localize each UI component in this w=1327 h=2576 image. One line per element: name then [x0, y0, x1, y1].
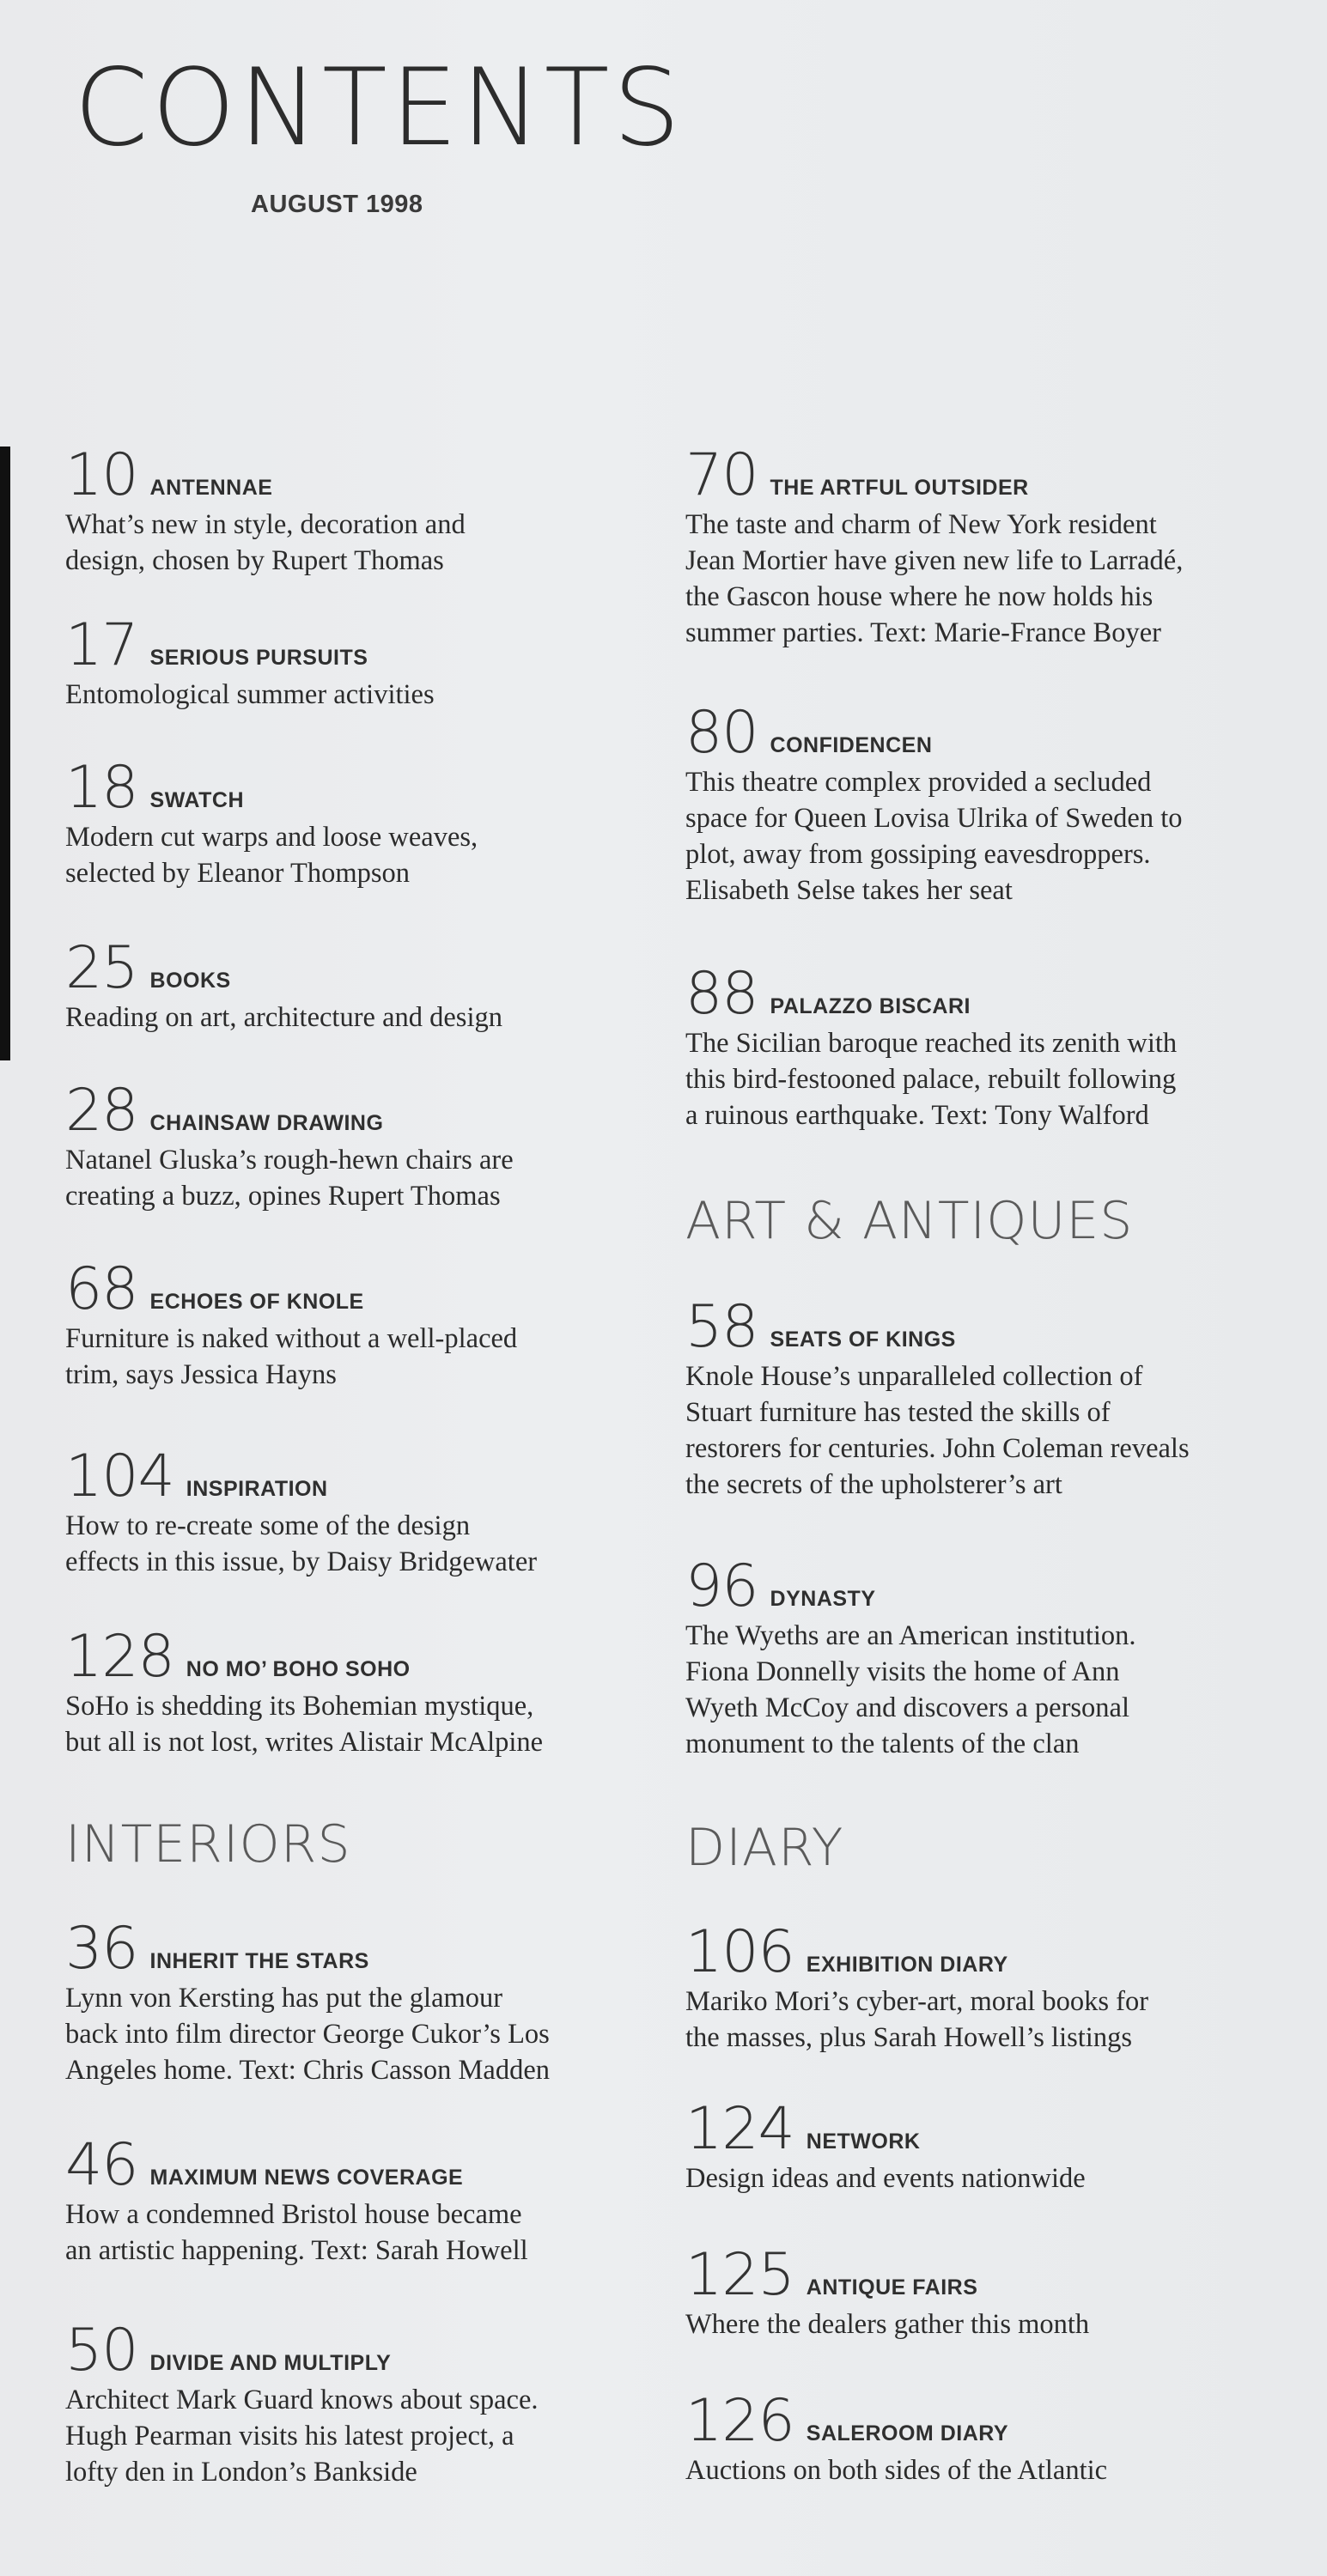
entry-title: SALEROOM DIARY [806, 2421, 1009, 2445]
toc-entry-antennae[interactable] [65, 441, 684, 579]
entry-title: ECHOES OF KNOLE [149, 1290, 364, 1314]
desc-line: The Wyeths are an American institution. [685, 1620, 1136, 1651]
desc-line: Architect Mark Guard knows about space. [65, 2385, 539, 2415]
desc-line: Auctions on both sides of the Atlantic [685, 2455, 1108, 2486]
entry-description [65, 1321, 684, 1393]
entry-title: INSPIRATION [186, 1477, 328, 1501]
desc-line: Fiona Donnelly visits the home of Ann [685, 1656, 1120, 1687]
page-number: 96 [685, 1552, 758, 1620]
entry-description [65, 1688, 684, 1760]
desc-line: The Sicilian baroque reached its zenith with [685, 1028, 1178, 1059]
desc-line: the masses, plus Sarah Howell’s listings [685, 2022, 1132, 2053]
desc-line: Knole House’s unparalleled collection of [685, 1361, 1143, 1392]
toc-entry-chainsaw-drawing[interactable] [65, 1077, 684, 1214]
page-number: 126 [685, 2387, 794, 2455]
desc-line: but all is not lost, writes Alistair McAlpine [65, 1727, 544, 1758]
page-number: 25 [65, 934, 138, 1002]
page-number: 58 [685, 1293, 758, 1361]
toc-entry-divide-and-multiply[interactable] [65, 2317, 684, 2490]
desc-line: The taste and charm of New York resident [685, 509, 1157, 540]
entry-title: DIVIDE AND MULTIPLY [149, 2351, 392, 2375]
desc-line: Reading on art, architecture and design [65, 1002, 502, 1033]
desc-line: Hugh Pearman visits his latest project, a [65, 2421, 514, 2451]
desc-line: the secrets of the upholsterer’s art [685, 1469, 1062, 1500]
page-number: 125 [685, 2241, 794, 2309]
desc-line: plot, away from gossiping eavesdroppers. [685, 839, 1151, 870]
entry-title: THE ARTFUL OUTSIDER [770, 476, 1029, 500]
desc-line: What’s new in style, decoration and [65, 509, 466, 540]
page-number: 104 [65, 1443, 174, 1510]
desc-line: Furniture is naked without a well-placed [65, 1323, 518, 1354]
toc-entry-confidencen[interactable] [685, 699, 1304, 908]
toc-entry-seats-of-kings[interactable] [685, 1293, 1304, 1503]
toc-entry-swatch[interactable] [65, 754, 684, 891]
desc-line: back into film director George Cukor’s Los [65, 2019, 550, 2050]
entry-title: EXHIBITION DIARY [806, 1953, 1008, 1977]
desc-line: Jean Mortier have given new life to Larradé, [685, 545, 1184, 576]
entry-description [685, 1025, 1304, 1133]
toc-entry-dynasty[interactable] [685, 1552, 1304, 1762]
entry-title: CHAINSAW DRAWING [149, 1111, 384, 1135]
entry-description [65, 819, 684, 891]
desc-line: a ruinous earthquake. Text: Tony Walford [685, 1100, 1149, 1131]
page-number: 68 [65, 1255, 138, 1323]
desc-line: Wyeth McCoy and discovers a personal [685, 1692, 1130, 1723]
desc-line: Stuart furniture has tested the skills of [685, 1397, 1111, 1428]
page-number: 88 [685, 960, 758, 1028]
desc-line: trim, says Jessica Hayns [65, 1359, 337, 1390]
desc-line: Mariko Mori’s cyber-art, moral books for [685, 1986, 1149, 2017]
desc-line: Natanel Gluska’s rough-hewn chairs are [65, 1145, 514, 1176]
desc-line: lofty den in London’s Bankside [65, 2457, 417, 2488]
page-number: 17 [65, 611, 138, 679]
entry-title: BOOKS [149, 969, 231, 993]
entry-title: DYNASTY [770, 1587, 876, 1611]
desc-line: Elisabeth Selse takes her seat [685, 875, 1013, 906]
entry-title: ANTENNAE [149, 476, 273, 500]
toc-entry-maximum-news-coverage[interactable] [65, 2131, 684, 2269]
section-heading-art-antiques: ART & ANTIQUES [685, 1191, 1134, 1251]
toc-entry-network[interactable] [685, 2095, 1304, 2196]
desc-line: How to re-create some of the design [65, 1510, 471, 1541]
spine-edge [0, 447, 10, 1060]
page-number: 124 [685, 2095, 794, 2163]
desc-line: this bird-festooned palace, rebuilt following [685, 1064, 1177, 1095]
entry-title: ANTIQUE FAIRS [806, 2275, 978, 2300]
page-number: 80 [685, 699, 758, 767]
entry-description [65, 1142, 684, 1214]
desc-line: summer parties. Text: Marie-France Boyer [685, 617, 1161, 648]
page-number: 70 [685, 441, 758, 509]
desc-line: This theatre complex provided a secluded [685, 767, 1152, 798]
desc-line: SoHo is shedding its Bohemian mystique, [65, 1691, 534, 1722]
entry-title: NETWORK [806, 2129, 921, 2154]
desc-line: Angeles home. Text: Chris Casson Madden [65, 2055, 551, 2086]
desc-line: Lynn von Kersting has put the glamour [65, 1983, 503, 2014]
issue-date: AUGUST 1998 [251, 191, 423, 218]
page-title: CONTENTS [74, 46, 685, 170]
page-number: 10 [65, 441, 138, 509]
toc-entry-exhibition-diary[interactable] [685, 1918, 1304, 2056]
toc-entry-palazzo-biscari[interactable] [685, 960, 1304, 1133]
toc-entry-serious-pursuits[interactable] [65, 611, 684, 713]
entry-title: NO MO’ BOHO SOHO [186, 1657, 411, 1681]
desc-line: an artistic happening. Text: Sarah Howell [65, 2235, 528, 2266]
entry-description [65, 1980, 684, 2088]
desc-line: effects in this issue, by Daisy Bridgewater [65, 1546, 538, 1577]
desc-line: Design ideas and events nationwide [685, 2163, 1086, 2194]
section-heading-interiors: INTERIORS [65, 1814, 351, 1874]
entry-description [685, 764, 1304, 908]
entry-description [685, 507, 1304, 651]
entry-title: SEATS OF KINGS [770, 1327, 956, 1352]
toc-entry-inspiration[interactable] [65, 1443, 684, 1580]
page-number: 36 [65, 1915, 138, 1983]
page-number: 28 [65, 1077, 138, 1145]
entry-description [65, 1508, 684, 1580]
desc-line: Where the dealers gather this month [685, 2309, 1090, 2340]
page-number: 106 [685, 1918, 794, 1986]
entry-description [65, 507, 684, 579]
page-number: 128 [65, 1623, 174, 1691]
entry-description [685, 1984, 1304, 2056]
toc-entry-inherit-the-stars[interactable] [65, 1915, 684, 2088]
desc-line: Entomological summer activities [65, 679, 435, 710]
page-number: 46 [65, 2131, 138, 2199]
entry-description [65, 2382, 684, 2490]
toc-entry-books[interactable] [65, 934, 684, 1036]
entry-title: PALAZZO BISCARI [770, 994, 971, 1018]
entry-description [685, 2306, 1304, 2342]
entry-description [685, 2452, 1304, 2488]
entry-description [65, 999, 684, 1036]
page-number: 18 [65, 754, 138, 822]
entry-description [685, 1618, 1304, 1762]
entry-description [65, 677, 684, 713]
entry-title: SWATCH [149, 788, 245, 812]
toc-entry-antique-fairs[interactable] [685, 2241, 1304, 2342]
desc-line: selected by Eleanor Thompson [65, 858, 411, 889]
entry-description [685, 1358, 1304, 1503]
desc-line: the Gascon house where he now holds his [685, 581, 1154, 612]
section-heading-diary: DIARY [685, 1818, 844, 1878]
desc-line: design, chosen by Rupert Thomas [65, 545, 444, 576]
desc-line: monument to the talents of the clan [685, 1728, 1080, 1759]
entry-title: MAXIMUM NEWS COVERAGE [149, 2166, 464, 2190]
toc-entry-echoes-of-knole[interactable] [65, 1255, 684, 1393]
page-number: 50 [65, 2317, 138, 2385]
desc-line: restorers for centuries. John Coleman reveals [685, 1433, 1190, 1464]
entry-title: SERIOUS PURSUITS [149, 646, 368, 670]
entry-description [685, 2160, 1304, 2196]
desc-line: How a condemned Bristol house became [65, 2199, 522, 2230]
entry-description [65, 2196, 684, 2269]
entry-title: CONFIDENCEN [770, 733, 933, 757]
toc-entry-no-mo-boho-soho[interactable] [65, 1623, 684, 1760]
toc-entry-saleroom-diary[interactable] [685, 2387, 1304, 2488]
entry-title: INHERIT THE STARS [149, 1949, 369, 1973]
toc-entry-the-artful-outsider[interactable] [685, 441, 1304, 651]
desc-line: creating a buzz, opines Rupert Thomas [65, 1181, 501, 1212]
desc-line: space for Queen Lovisa Ulrika of Sweden to [685, 803, 1183, 834]
desc-line: Modern cut warps and loose weaves, [65, 822, 478, 853]
